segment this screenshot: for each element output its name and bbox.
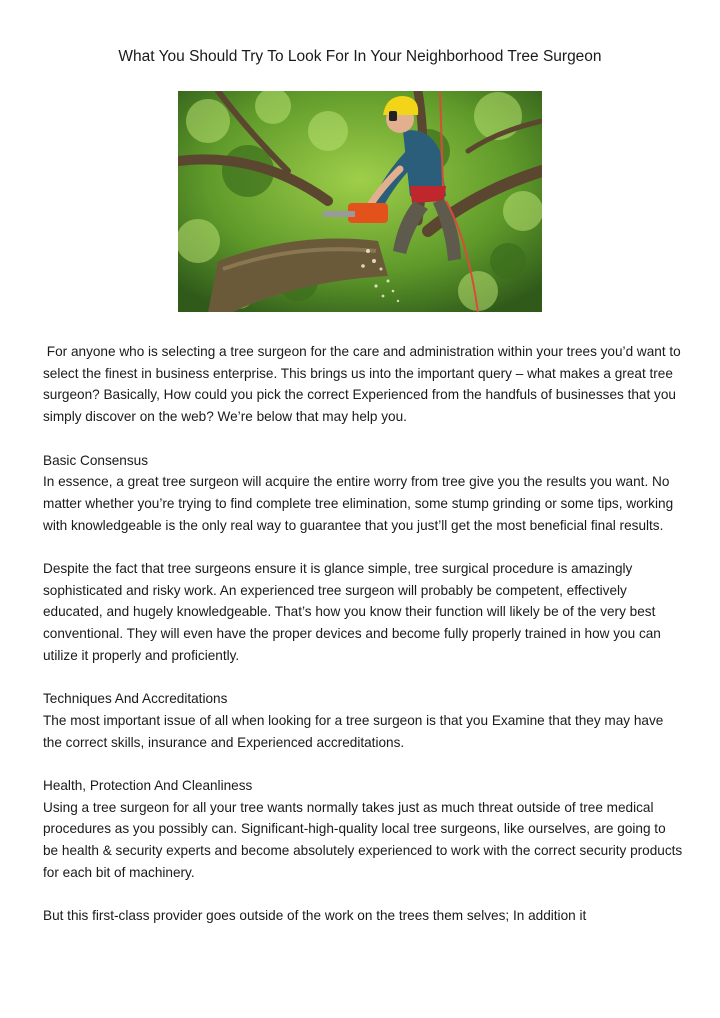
- paragraph-text: Despite the fact that tree surgeons ensure it is glance simple, tree surgical procedure is amazingly sophisticated and risky work. An experienced tree surgeon will probably be competent, effectively educated, and hugely knowledgeable. That’s how you know their function will likely be of the very best conventional. They will even have the proper devices and become fully properly trained in how you can utilize it properly and proficiently.: [43, 561, 665, 663]
- page-title: What You Should Try To Look For In Your Neighborhood Tree Surgeon: [118, 48, 602, 65]
- section-heading: Techniques And Accreditations: [43, 691, 228, 707]
- paragraph-text: But this first-class provider goes outside of the work on the trees them selves; In addition it: [43, 908, 587, 924]
- paragraph-text: The most important issue of all when looking for a tree surgeon is that you Examine that they may have the correct skills, insurance and Experienced accreditations.: [43, 712, 668, 750]
- section-heading: Basic Consensus: [43, 452, 149, 468]
- paragraph-text: Using a tree surgeon for all your tree wants normally takes just as much threat outside of tree medical procedures as you possibly can. Significant-high-quality local tree surgeons, like ourselves, are going to be health & security experts and become absolutely experienced to work with the correct security products for each bit of machinery.: [43, 799, 687, 880]
- tree-surgeon-photo: [178, 91, 542, 312]
- article-body: [43, 341, 687, 949]
- section-techniques: [43, 688, 683, 753]
- paragraph-complexity: [43, 558, 683, 667]
- section-basic-consensus: [43, 450, 683, 537]
- tree-surgeon-illustration: [178, 91, 542, 312]
- paragraph-continuation: [43, 905, 683, 927]
- section-health-safety: [43, 775, 687, 884]
- paragraph-intro: [43, 341, 683, 428]
- section-heading: Health, Protection And Cleanliness: [43, 778, 253, 793]
- paragraph-text: In essence, a great tree surgeon will acquire the entire worry from tree give you the results you want. No matter whether you’re trying to find complete tree elimination, some stump grinding or some tips, working with knowledgeable is the only real way to guarantee that you just’ll get the most beneficial final results.: [43, 474, 677, 533]
- paragraph-text: For anyone who is selecting a tree surgeon for the care and administration within your trees you’d want to select the finest in business enterprise. This brings us into the important query – what makes a great tree surgeon? Basically, How could you pick the correct Experienced from the handfuls of businesses that you simply discover on the web? We’re below that may help you.: [43, 344, 685, 425]
